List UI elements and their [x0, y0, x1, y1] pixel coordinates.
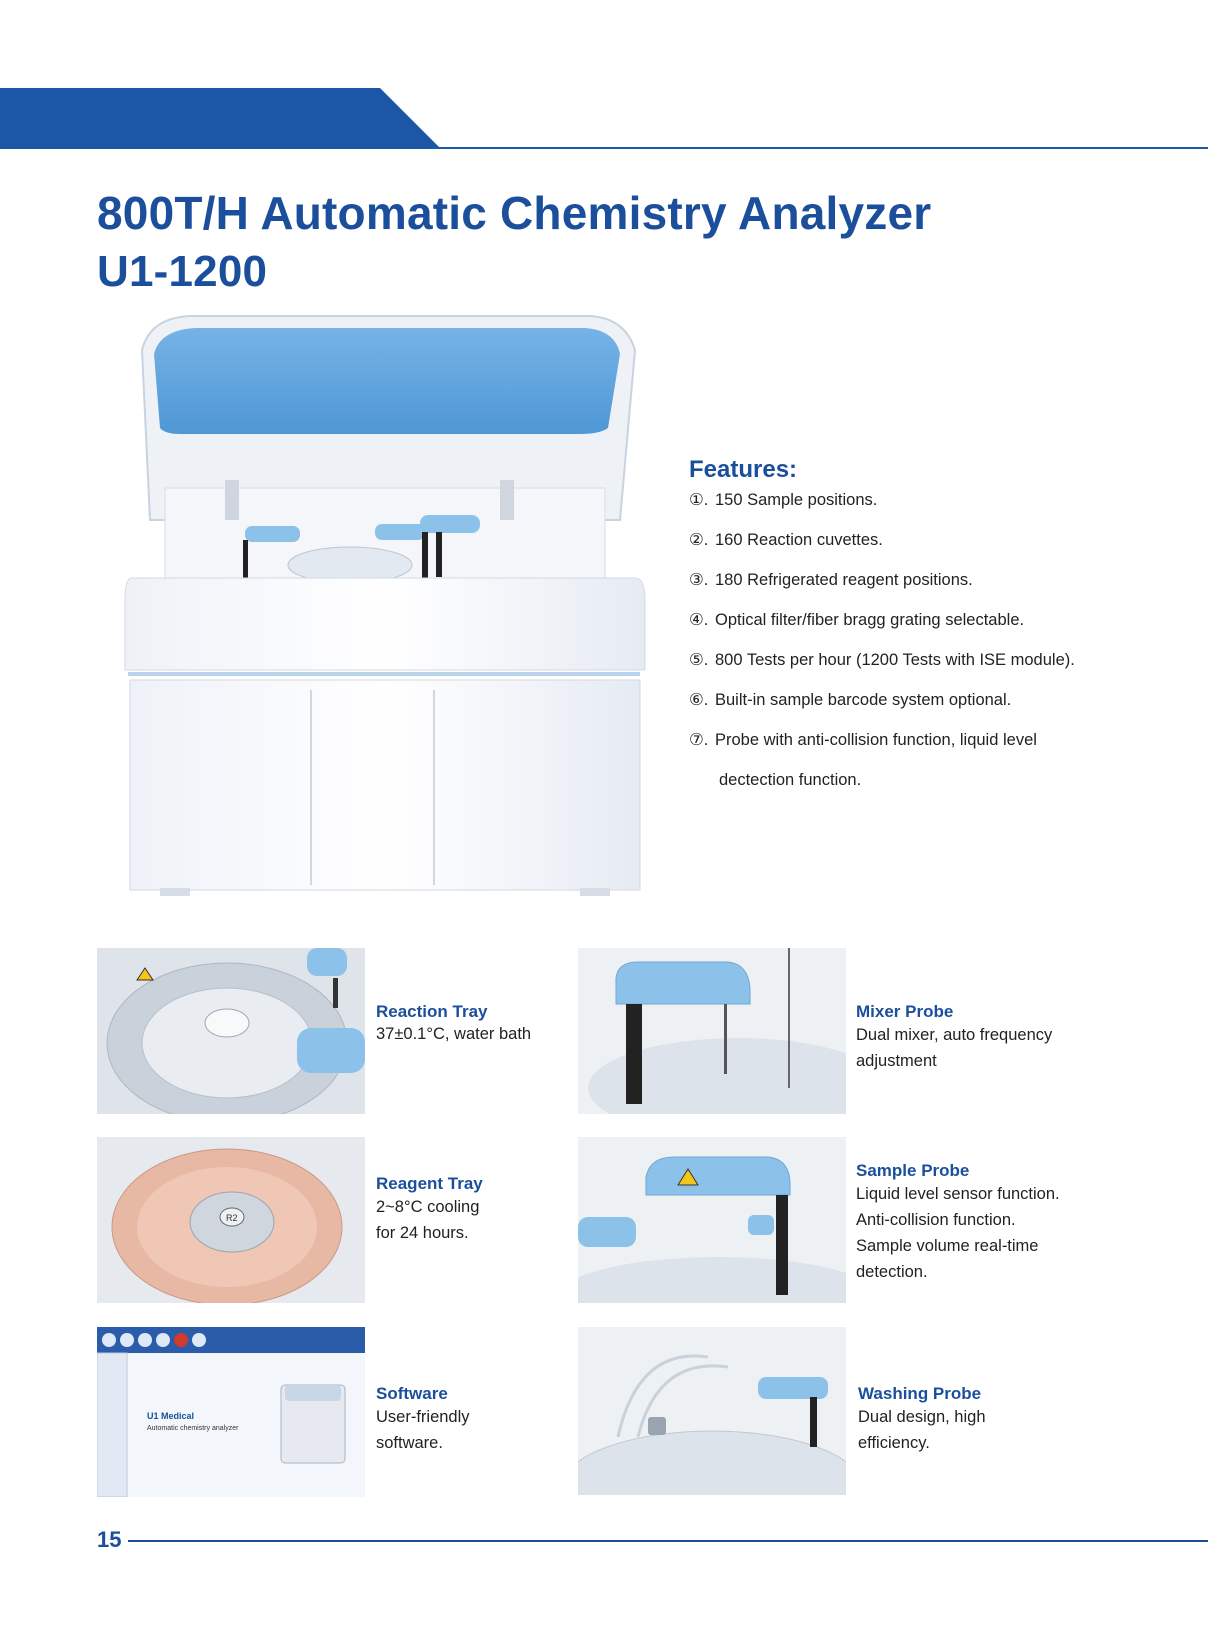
feature-number: ①. — [689, 491, 709, 509]
feature-item — [689, 648, 1189, 688]
reagent-tray-desc-line: for 24 hours. — [376, 1224, 469, 1242]
feature-continuation: dectection function. — [719, 771, 862, 789]
feature-item — [689, 488, 1189, 528]
model-name: U1-1200 — [97, 247, 268, 296]
mixer-probe-title: Mixer Probe — [856, 1002, 954, 1021]
washing-probe-desc-line: Dual design, high — [858, 1408, 986, 1426]
washing-probe-title: Washing Probe — [858, 1384, 982, 1403]
feature-number: ⑥. — [689, 691, 709, 709]
page-number: 15 — [97, 1527, 122, 1552]
feature-text: 160 Reaction cuvettes. — [715, 531, 883, 549]
feature-text: Built-in sample barcode system optional. — [715, 691, 1012, 709]
sample-probe-desc-line: detection. — [856, 1263, 928, 1281]
feature-text: Optical filter/fiber bragg grating selectable. — [715, 611, 1025, 629]
reagent-tray-image — [97, 1137, 365, 1303]
software-title: Software — [376, 1384, 448, 1403]
feature-text: 150 Sample positions. — [715, 491, 878, 509]
washing-probe-desc-line: efficiency. — [858, 1434, 930, 1452]
reagent-tray-title: Reagent Tray — [376, 1174, 483, 1193]
feature-item — [689, 608, 1189, 648]
feature-number: ④. — [689, 611, 709, 629]
feature-number: ⑦. — [689, 731, 709, 749]
mixer-probe-desc-line: Dual mixer, auto frequency — [856, 1026, 1053, 1044]
header-band — [0, 88, 1208, 150]
feature-item — [689, 728, 1189, 768]
reaction-tray-title: Reaction Tray — [376, 1002, 488, 1021]
mixer-probe-image — [578, 948, 846, 1114]
sample-probe-desc-line: Anti-collision function. — [856, 1211, 1016, 1229]
feature-text: Probe with anti-collision function, liquid level — [715, 731, 1037, 749]
page-title: 800T/H Automatic Chemistry Analyzer — [97, 187, 932, 239]
feature-item — [689, 528, 1189, 568]
features-heading: Features: — [689, 456, 798, 483]
mixer-probe-desc-line: adjustment — [856, 1052, 937, 1070]
washing-probe-image — [578, 1327, 846, 1495]
sample-probe-desc-line: Liquid level sensor function. — [856, 1185, 1060, 1203]
reagent-disc-label: R2 — [226, 1213, 238, 1223]
feature-number: ②. — [689, 531, 709, 549]
features-list — [689, 488, 1189, 808]
feature-item — [689, 568, 1189, 608]
sample-probe-image — [578, 1137, 846, 1303]
analyzer-image — [120, 310, 660, 930]
software-brand-label: U1 Medical — [147, 1411, 195, 1421]
reaction-tray-desc-line: 37±0.1°C, water bath — [376, 1025, 532, 1043]
feature-text: 800 Tests per hour (1200 Tests with ISE module). — [715, 651, 1075, 669]
reagent-tray-desc-line: 2~8°C cooling — [376, 1198, 480, 1216]
feature-item — [689, 688, 1189, 728]
reaction-tray-image — [97, 948, 365, 1114]
footer-divider — [128, 1540, 1208, 1542]
feature-text: 180 Refrigerated reagent positions. — [715, 571, 973, 589]
feature-number: ⑤. — [689, 651, 709, 669]
sample-probe-title: Sample Probe — [856, 1161, 970, 1180]
software-desc-line: software. — [376, 1434, 443, 1452]
software-subtitle-label: Automatic chemistry analyzer — [147, 1425, 239, 1432]
software-screenshot — [97, 1327, 365, 1497]
feature-number: ③. — [689, 571, 709, 589]
software-desc-line: User-friendly — [376, 1408, 470, 1426]
sample-probe-desc-line: Sample volume real-time — [856, 1237, 1039, 1255]
